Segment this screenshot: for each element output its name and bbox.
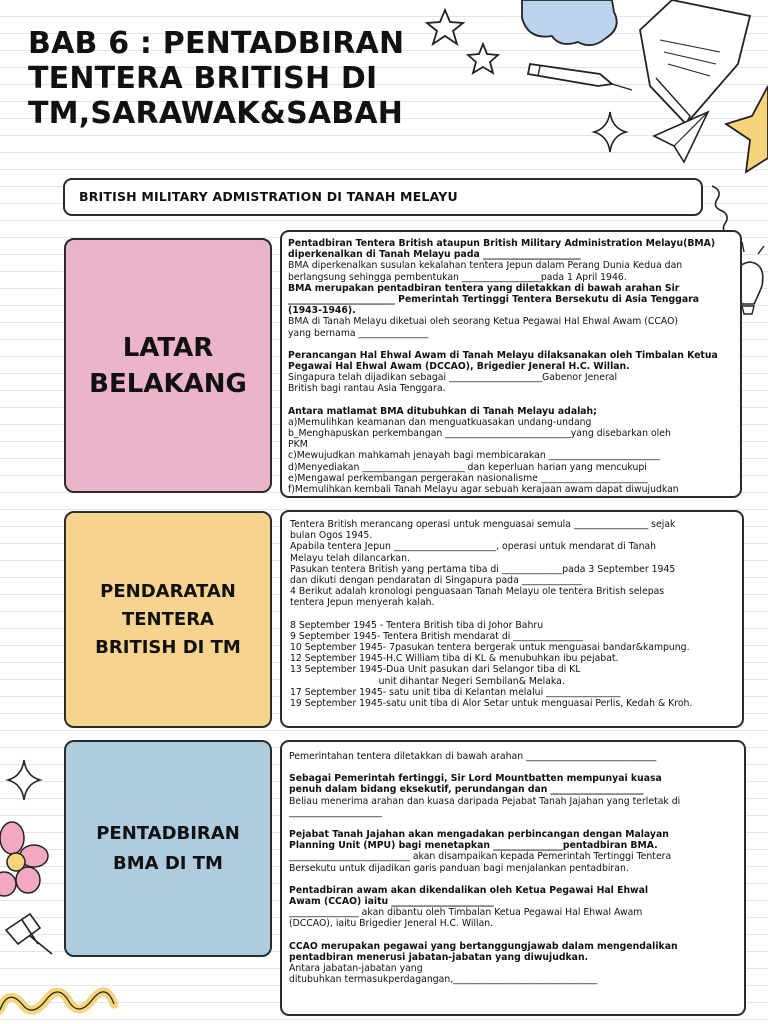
content-line: Pegawai Hal Ehwal Awam (DCCAO), Brigedier Jeneral H.C. Willan.	[288, 361, 630, 373]
section-header: BRITISH MILITARY ADMISTRATION DI TANAH MELAYU	[63, 178, 703, 216]
content-line: e)Mengawal perkembangan pergerakan nasionalisme _______________________	[288, 472, 648, 484]
paper-plane-icon	[654, 112, 708, 162]
card-label: BRITISH DI TM	[95, 636, 241, 658]
card-pendaratan	[64, 511, 272, 728]
pen-icon	[528, 64, 632, 90]
card-pentadbiran	[64, 740, 272, 957]
content-line: ____________________	[289, 806, 382, 818]
content-line: 10 September 1945- 7pasukan tentera bergerak untuk menguasai bandar&kampung.	[290, 642, 690, 654]
content-line: b_Menghapuskan perkembangan ___________________________yang disebarkan oleh	[288, 428, 671, 440]
content-line: PKM	[288, 439, 308, 451]
content-line: pentadbiran menerusi jabatan-jabatan yang diwujudkan.	[289, 951, 589, 963]
star-outline-icon	[427, 10, 498, 73]
content-line: __________________________ akan disampaikan kepada Pemerintah Tertinggi Tentera	[289, 851, 672, 863]
swirl-icon	[0, 992, 114, 1010]
content-line: penuh dalam bidang eksekutif, perundangan dan ____________________	[289, 784, 644, 796]
content-line: _______________________ Pemerintah Tertinggi Tentera Bersekutu di Asia Tenggara	[288, 294, 699, 306]
content-line: Singapura telah dijadikan sebagai ____________________Gabenor Jeneral	[288, 372, 618, 384]
content-line: CCAO merupakan pegawai yang bertanggungjawab dalam mengendalikan	[289, 940, 678, 952]
card-label: TENTERA	[121, 608, 214, 630]
content-line: British bagi rantau Asia Tenggara.	[288, 383, 446, 395]
card-label: BELAKANG	[89, 368, 247, 399]
content-line: 13 September 1945-Dua Unit pasukan dari Selangor tiba di KL	[290, 664, 581, 676]
content-line: berlangsung sehingga pembentukan _________________pada 1 April 1946.	[288, 271, 627, 283]
content-line: BMA merupakan pentadbiran tentera yang diletakkan di bawah arahan Sir	[288, 282, 680, 294]
content-line: unit dihantar Negeri Sembilan& Melaka.	[290, 675, 565, 687]
cloud-icon	[522, 0, 617, 45]
content-line: Antara matlamat BMA ditubuhkan di Tanah Melayu adalah;	[288, 405, 597, 417]
content-line: _______________ akan dibantu oleh Timbalan Ketua Pegawai Hal Ehwal Awam	[289, 907, 643, 919]
pushpin-icon	[6, 914, 52, 954]
open-book-icon	[640, 0, 750, 124]
content-line: Bersekutu untuk dijadikan garis panduan bagi menjalankan pentadbiran.	[289, 862, 629, 874]
content-line: 17 September 1945- satu unit tiba di Kelantan melalui ________________	[290, 686, 621, 698]
content-line: diperkenalkan di Tanah Melayu pada _____________________	[288, 249, 581, 261]
content-line: Tentera British merancang operasi untuk menguasai semula ________________ sejak	[290, 519, 676, 530]
content-line: yang bernama _______________	[288, 327, 429, 339]
content-line: Pejabat Tanah Jajahan akan mengadakan perbincangan dengan Malayan	[289, 829, 669, 841]
content-line: Beliau menerima arahan dan kuasa daripada Pejabat Tanah Jajahan yang terletak di	[289, 795, 681, 807]
content-line: (1943-1946).	[288, 305, 356, 317]
content-line: dan dikuti dengan pendaratan di Singapura pada _____________	[290, 575, 583, 587]
content-line: BMA diperkenalkan susulan kekalahan tentera Jepun dalam Perang Dunia Kedua dan	[288, 260, 683, 272]
content-line: 8 September 1945 - Tentera British tiba di Johor Bahru	[290, 619, 544, 631]
content-line: BMA di Tanah Melayu diketuai oleh seorang Ketua Pegawai Hal Ehwal Awam (CCAO)	[288, 316, 679, 328]
content-line: 19 September 1945-satu unit tiba di Alor Setar untuk menguasai Perlis, Kedah & Kroh.	[290, 698, 693, 710]
content-line: c)Mewujudkan mahkamah jenayah bagi membicarakan ________________________	[288, 450, 661, 462]
flower-icon	[0, 822, 48, 896]
card-label: PENTADBIRAN	[96, 822, 240, 844]
content-line: Pemerintahan tentera diletakkan di bawah arahan ____________________________	[289, 751, 657, 762]
content-line: d)Menyediakan ______________________ dan keperluan harian yang mencukupi	[288, 461, 647, 473]
content-line: Apabila tentera Jepun ______________________, operasi untuk mendarat di Tanah	[290, 541, 657, 553]
page-title	[28, 26, 428, 131]
content-line: Sebagai Pemerintah fertinggi, Sir Lord Mountbatten mempunyai kuasa	[289, 773, 662, 785]
card-label: PENDARATAN	[100, 580, 236, 602]
sparkle-icon	[594, 112, 626, 152]
content-line: tentera Jepun menyerah kalah.	[290, 597, 435, 609]
latar-belakang-content	[280, 230, 742, 498]
content-line: a)Memulihkan keamanan dan menguatkuasakan undang-undang	[288, 416, 592, 428]
content-line: 12 September 1945-H.C William tiba di KL & menubuhkan ibu pejabat.	[290, 653, 619, 665]
content-line: Antara jabatan-jabatan yang	[289, 963, 423, 975]
content-line: Awam (CCAO) iaitu ______________________	[289, 896, 494, 908]
content-line: f)Memulihkan kembali Tanah Melayu agar sebuah kerajaan awam dapat diwujudkan	[288, 484, 679, 496]
content-line: Melayu telah dilancarkan.	[290, 552, 410, 564]
content-line: 4 Berikut adalah kronologi penguasaan Tanah Melayu ole tentera British selepas	[290, 586, 665, 598]
card-label: LATAR	[122, 332, 214, 363]
title-line: TM,SARAWAK&SABAH	[28, 96, 404, 131]
yellow-star-icon	[726, 86, 768, 172]
card-latar-belakang	[64, 238, 272, 493]
content-line: Pentadbiran awam akan dikendalikan oleh Ketua Pegawai Hal Ehwal	[289, 884, 649, 896]
content-line: bulan Ogos 1945.	[290, 530, 373, 542]
content-line: Perancangan Hal Ehwal Awam di Tanah Melayu dilaksanakan oleh Timbalan Ketua	[288, 349, 718, 361]
title-line: TENTERA BRITISH DI	[28, 61, 378, 96]
pentadbiran-content	[280, 740, 746, 1016]
card-label: BMA DI TM	[113, 852, 223, 874]
content-line: 9 September 1945- Tentera British mendarat di _______________	[290, 630, 583, 642]
pendaratan-content	[280, 510, 744, 728]
content-line: Planning Unit (MPU) bagi menetapkan _______________pentadbiran BMA.	[289, 840, 658, 852]
content-line: ditubuhkan termasukperdagangan,_______________________________	[289, 974, 598, 986]
content-line: (DCCAO), iaitu Brigedier Jeneral H.C. Willan.	[289, 918, 494, 930]
content-line: Pasukan tentera British yang pertama tiba di _____________pada 3 September 1945	[290, 563, 676, 575]
content-line: Pentadbiran Tentera British ataupun British Military Administration Melayu(BMA)	[288, 238, 716, 249]
title-line: BAB 6 : PENTADBIRAN	[28, 26, 405, 61]
star-outline-icon	[8, 760, 40, 800]
